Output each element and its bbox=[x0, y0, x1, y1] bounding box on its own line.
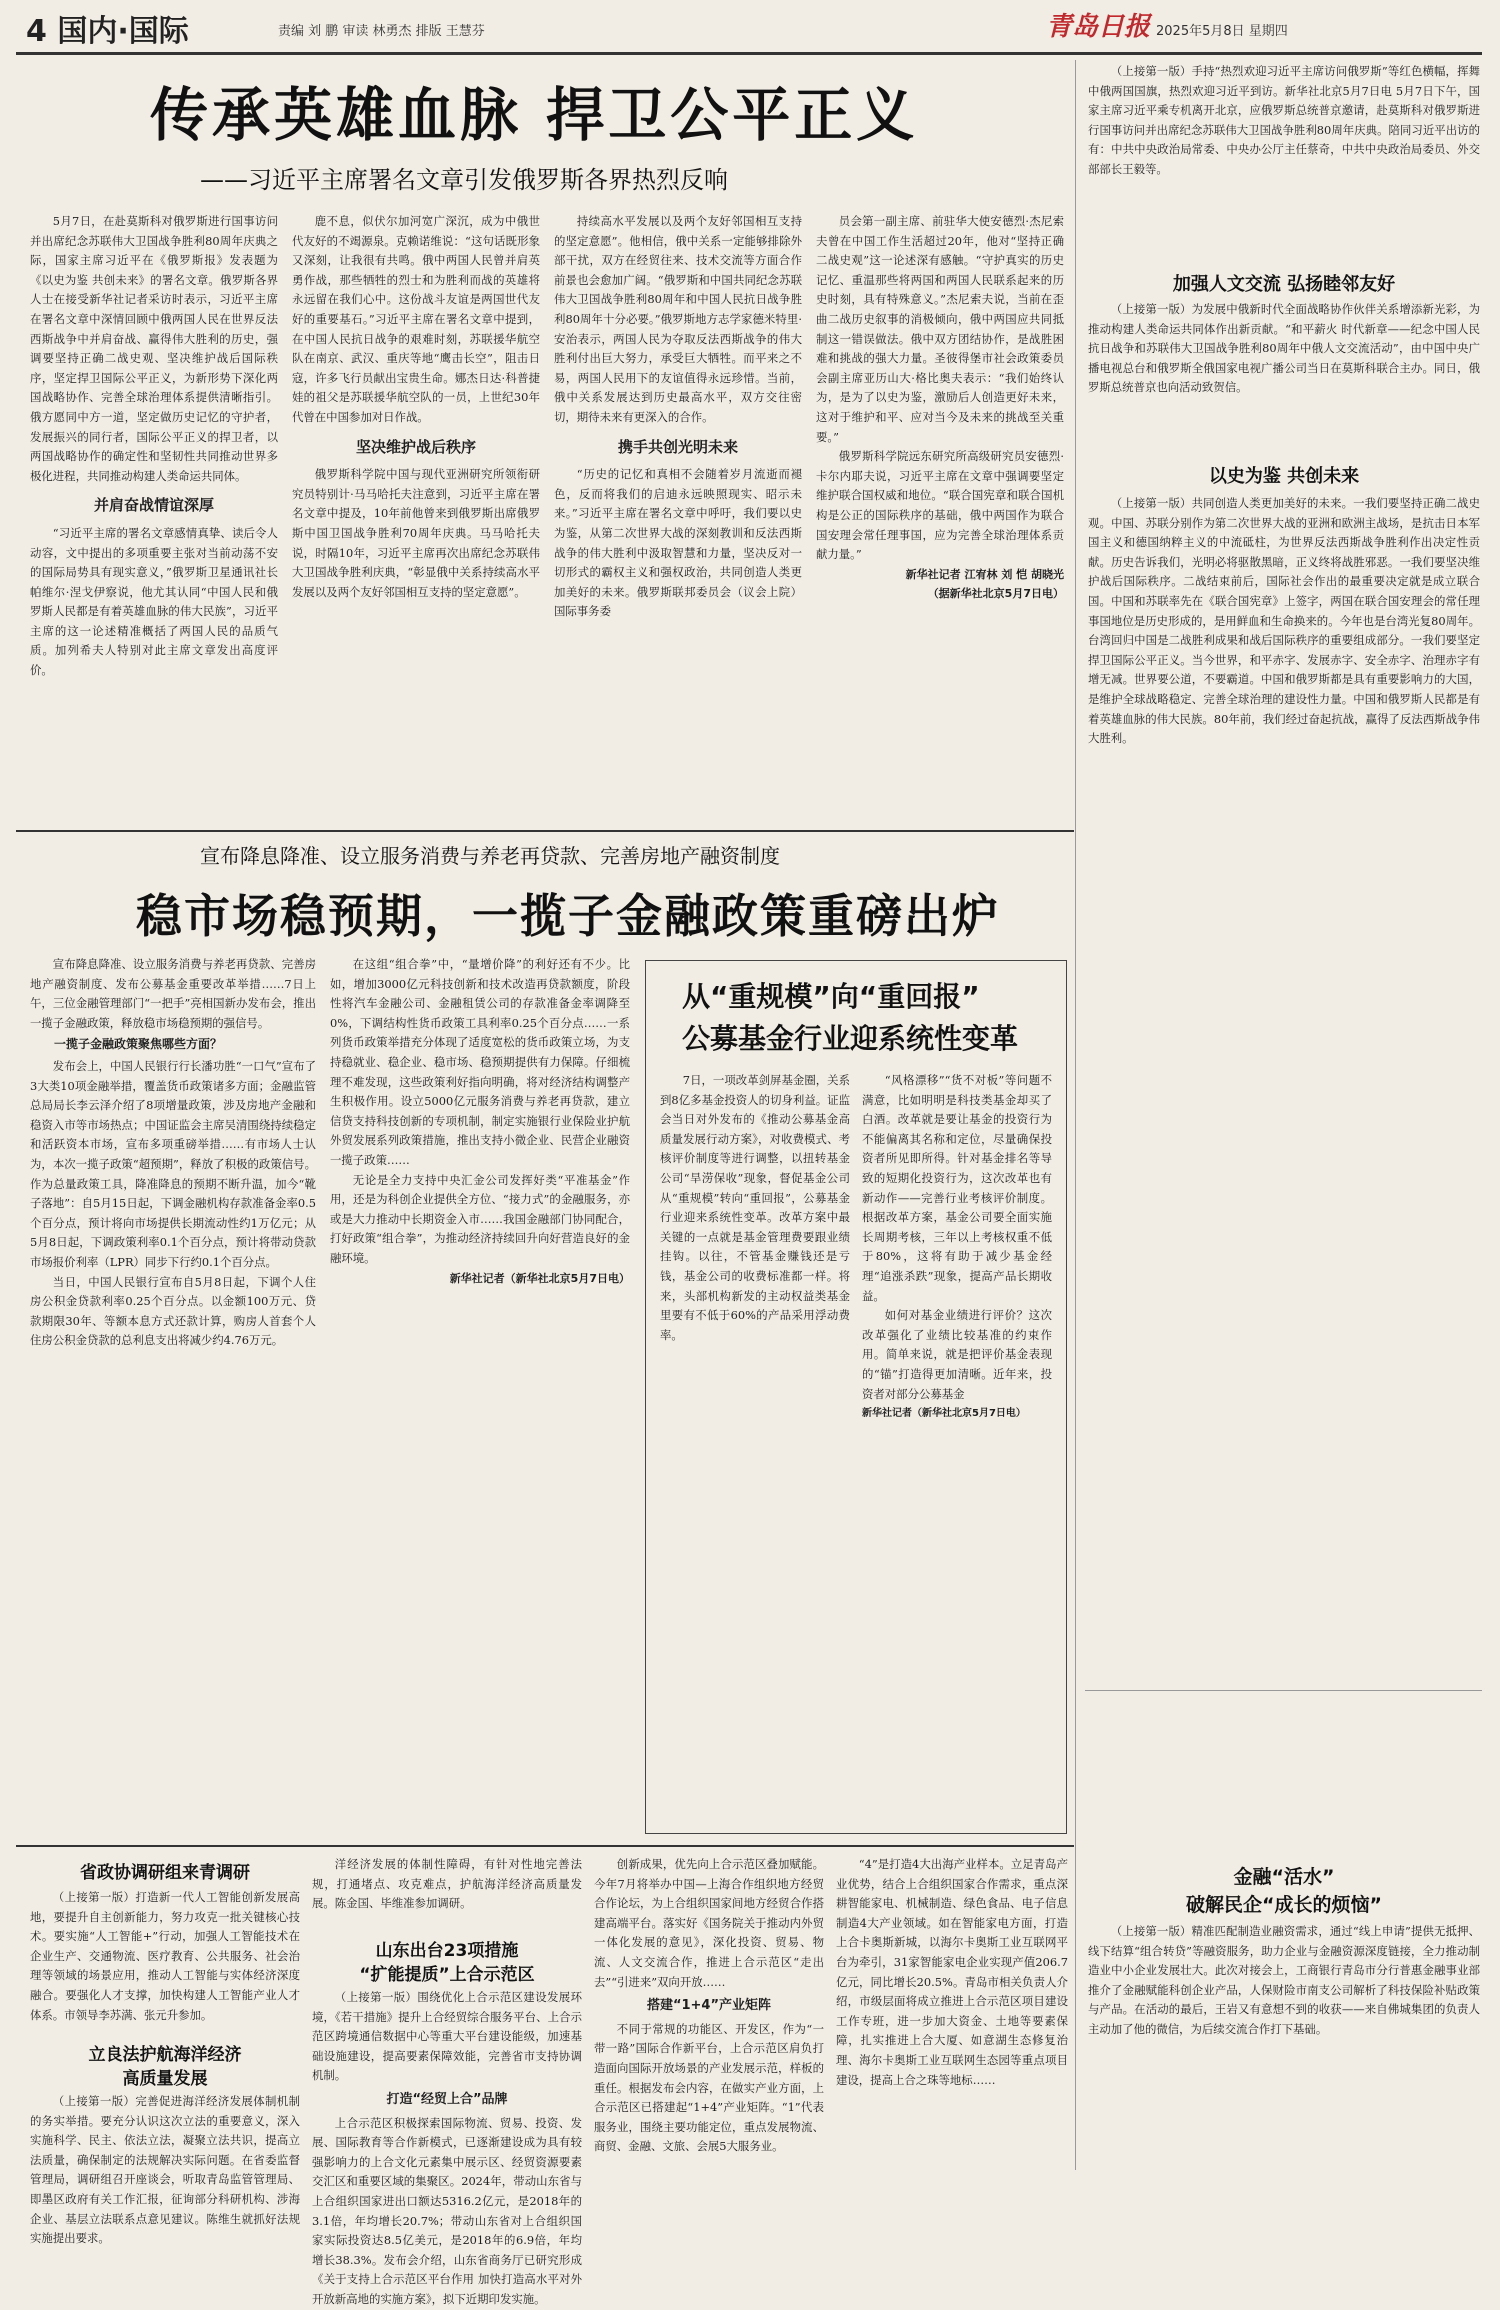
byline: 新华社记者（新华社北京5月7日电） bbox=[449, 1271, 630, 1285]
right-sec2-head: 以史为鉴 共创未来 bbox=[1208, 466, 1360, 487]
bottom-s4-col-2: “4”是打造4大出海产业样本。立足青岛产业优势，结合上合组织国家合作需求，重点深耕智能家电、机械制造、绿色食品、电子信息制造4大产业领域。如在智能家电方面，打造上合卡奥斯新城，以海尔卡奥斯工业互联网平台为牵引，31家智能家电企业实现产值206.7亿元，同比增长20.5%。青岛市相关负责人介绍，市级层面将成立推进上合示范区项目建设工作专班，进一步加大资金、土地等要素保障，扎实推进上合大厦、如意湖生态修复治理、海尔卡奥斯工业互联网生态园等重点项目建设，提高上合之珠等地标…… bbox=[836, 1857, 1068, 2087]
issue-date: 2025年5月8日 星期四 bbox=[1156, 24, 1288, 39]
column-divider bbox=[1075, 60, 1076, 2170]
subheading: 一揽子金融政策聚焦哪些方面？ bbox=[54, 1037, 223, 1052]
top-subhead: ——习近平主席署名文章引发俄罗斯各界热烈反响 bbox=[200, 166, 728, 194]
bottom-s2-body: （上接第一版）完善促进海洋经济发展体制机制的务实举措。要充分认识这次立法的重要意义，深入实施科学、民主、依法立法，凝聚立法共识，提高立法质量，确保制定的法规解决实际问题。在省委监督管理局，调研组召开座谈会，听取青岛监管管理局、即墨区政府有关工作汇报，征询部分科研机构、涉海企业、基层立法联系点意见建议。陈维生就抓好法规实施提出要求。 bbox=[30, 2094, 300, 2246]
subheading: 携手共创光明未来 bbox=[617, 437, 738, 456]
fund-col-1: 7日，一项改革剑屏基金圈，关系到8亿多基金投资人的切身利益。证监会当日对外发布的《推动公募基金高质量发展行动方案》，对收费模式、考核评价制度等进行调整，以扭转基金公司“旱涝保收”现象，督促基金公司从“重规模”转向“重回报”，公募基金行业迎来系统性变革。改革方案中最关键的一点就是基金管理费要跟业绩挂钩。以往，不管基金赚钱还是亏钱，基金公司的收费标准都一样。将来，头部机构新发的主动权益类基金里要有不低于60%的产品采用浮动费率。 bbox=[660, 1073, 850, 1342]
bottom-s3-head-2: “扩能提质”上合示范区 bbox=[359, 1965, 535, 1985]
finance-col-1: 宣布降息降准、设立服务消费与养老再贷款、完善房地产融资制度、发布公募基金重要改革举措……7日上午，三位金融管理部门“一把手”亮相国新办发布会，推出一揽子金融政策，释放稳市场稳预期的强信号。 一揽子金融政策聚焦哪些方面？ 发布会上，中国人民银行行长潘功胜“一口气”宣布了3大类10项金融举措，覆盖货币政策诸多方面；金融监管总局局长李云泽介绍了8项增量政策，涉及房地产金融和稳资入市等市场热点；中国证监会主席吴清围绕持续稳定和活跃资本市场，宣布多项重磅举措……有市场人士认为，本次一揽子政策“超预期”，释放了积极的政策信号。作为总量政策工具，降准降息的预期不断升温，加今“靴子落地”：自5月15日起，下调金融机构存款准备金率0.5个百分点，预计将向市场提供长期流动性约1万亿元；从5月8日起，下调政策利率0.1个百分点，预计将带动贷款市场报价利率（LPR）同步下行约0.1个百分点。 当日，中国人民银行宣布自5月8日起，下调个人住房公积金贷款利率0.25个百分点。以金额100万元、贷款期限30年、等额本息方式还款计算，购房人首套个人住房公积金贷款的总利息支出将减少约4.76万元。 bbox=[30, 957, 316, 1348]
right-sec2-body: （上接第一版）共同创造人类更加美好的未来。一我们要坚持正确二战史观。中国、苏联分别作为第二次世界大战的亚洲和欧洲主战场，是抗击日本军国主义和德国纳粹主义的中流砥柱，为世界反法西斯战争胜利作出决定性贡献。历史告诉我们，光明必将驱散黑暗，正义终将战胜邪恶。一我们要坚决维护战后国际秩序。二战结束前后，国际社会作出的最重要决定就是成立联合国。中国和苏联率先在《联合国宪章》上签字，两国在联合国安理会的常任理事国地位是历史形成的，是用鲜血和生命换来的。今年也是台湾光复80周年。台湾回归中国是二战胜利成果和战后国际秩序的重要组成部分。一我们要坚定捍卫国际公平正义。当今世界，和平赤字、发展赤字、安全赤字、治理赤字有增无减。世界要公道，不要霸道。中国和俄罗斯都是具有重要影响力的大国，是维护全球战略稳定、完善全球治理的建设性力量。中国和俄罗斯人民都是有着英雄血脉的伟大民族。80年前，我们经过奋起抗战，赢得了反法西斯战争伟大胜利。 bbox=[1088, 496, 1480, 746]
masthead bbox=[16, 0, 1482, 52]
top-col-2: 鹿不息，似伏尔加河宽广深沉，成为中俄世代友好的不竭源泉。克赖诺维说：“这句话既形象又深刻，让我很有共鸣。俄中两国人民曾并肩英勇作战，那些牺牲的烈士和为胜利而战的英雄将永远留在我们心中。这份战斗友谊是两国世代友好的重要基石。”习近平主席在署名文章中提到，在中国人民抗日战争的艰难时刻，苏联援华航空队在南京、武汉、重庆等地“鹰击长空”，阻击日寇，许多飞行员献出宝贵生命。娜杰日达·科普捷娃的祖父是苏联援华航空队的一员，上世纪30年代曾在中国参加对日作战。 坚决维护战后秩序 俄罗斯科学院中国与现代亚洲研究所领衔研究员特别计·马马哈托夫注意到，习近平主席在署名文章中提及，10年前他曾来到俄罗斯出席俄罗斯中国卫国战争胜利70周年庆典。马马哈托夫说，时隔10年，习近平主席再次出席纪念苏联伟大卫国战争胜利庆典，“彰显俄中关系持续高水平发展以及两个友好邻国相互支持的坚定意愿”。 bbox=[292, 214, 540, 599]
subheading: 并肩奋战情谊深厚 bbox=[93, 496, 214, 515]
subheading: 打造“经贸上合”品牌 bbox=[386, 2091, 508, 2107]
top-col-4: 员会第一副主席、前驻华大使安德烈·杰尼索夫曾在中国工作生活超过20年，他对“坚持正确二战史观”这一论述深有感触。“守护真实的历史记忆、重温那些将两国和两国人民联系起来的历史时刻，具有特殊意义。”杰尼索夫说，当前在歪曲二战历史叙事的消极倾向，俄中两国应共同抵制这一错误做法。俄中双方团结协作，是战胜困难和挑战的强大力量。圣彼得堡市社会政策委员会副主席亚历山大·格比奥夫表示：“我们始终认为，是为了以史为鉴，激励后人创造更好未来，这对于维护和平、应对当今及未来的挑战至关重要。” 俄罗斯科学院远东研究所高级研究员安德烈·卡尔内耶夫说，习近平主席在文章中强调要坚定维护联合国权威和地位。“联合国宪章和联合国机构是公正的国际秩序的基础，俄中两国作为联合国安理会常任理事国，应为完善全球治理体系贡献力量。” 新华社记者 江宥林 刘 恺 胡晓光 （据新华社北京5月7日电） bbox=[816, 212, 1064, 1002]
bottom-s4-col-1: 创新成果，优先向上合示范区叠加赋能。今年7月将举办中国—上海合作组织地方经贸合作论坛，为上合组织国家间地方经贸合作搭建高端平台。落实好《国务院关于推动内外贸一体化发展的意见》，深化投资、贸易、物流、人文交流合作，推进上合示范区“走出去”“引进来”双向开放…… 搭建“1+4”产业矩阵 不同于常规的功能区、开发区，作为“一带一路”国际合作新平台，上合示范区肩负打造面向国际开放场景的产业发展示范，样板的重任。根据发布会内容，在做实产业方面，上合示范区已搭建起“1+4”产业矩阵。“1”代表服务业，围绕主要功能定位，重点发展物流、商贸、金融、文旅、会展5大服务业。 bbox=[594, 1857, 824, 2154]
dateline: （据新华社北京5月7日电） bbox=[927, 587, 1064, 601]
section-divider bbox=[16, 1845, 1074, 1847]
bottom-s2-head-1: 立良法护航海洋经济 bbox=[88, 2045, 242, 2065]
fund-col-2: “风格漂移”“货不对板”等问题不满意，比如明明是科技类基金却买了白酒。改革就是要让基金的投资行为不能偏离其名称和定位，尽量确保投资者所见即所得。针对基金排名等导致的短期化投资行为，这次改革也有新动作——完善行业考核评价制度。根据改革方案，基金公司要全面实施长周期考核，三年以上考核权重不低于80%，这将有助于减少基金经理“追涨杀跌”现象，提高产品长期收益。 如何对基金业绩进行评价？这次改革强化了业绩比较基准的约束作用。简单来说，就是把评价基金表现的“锚”打造得更加清晰。近年来，投资者对部分公募基金 新华社记者（新华社北京5月7日电） bbox=[862, 1071, 1052, 1823]
finance-kicker: 宣布降息降准、设立服务消费与养老再贷款、完善房地产融资制度 bbox=[200, 844, 780, 868]
newspaper-logo: 青岛日报 bbox=[1046, 12, 1151, 42]
finance-headline: 稳市场稳预期，一揽子金融政策重磅出炉 bbox=[136, 889, 1000, 943]
byline: 新华社记者（新华社北京5月7日电） bbox=[862, 1408, 1026, 1420]
page-number: 4 国内·国际 bbox=[26, 14, 189, 49]
section-divider bbox=[1085, 1690, 1482, 1691]
subheading: 坚决维护战后秩序 bbox=[355, 437, 476, 456]
page-credits: 责编 刘 鹏 审读 林勇杰 排版 王慧芬 bbox=[278, 24, 485, 39]
fund-headline-1: 从“重规模”向“重回报” bbox=[682, 980, 980, 1013]
section-divider bbox=[16, 830, 1074, 832]
bottom-s1-head: 省政协调研组来青调研 bbox=[80, 1863, 250, 1883]
bottom-s3-pre: 洋经济发展的体制性障碍，有针对性地完善法规，打通堵点、攻克难点，护航海洋经济高质量发展。陈金国、毕维准参加调研。 bbox=[312, 1857, 582, 1911]
bottom-s3-body: （上接第一版）围绕优化上合示范区建设发展环境，《若干措施》提升上合经贸综合服务平台、上合示范区跨境通信数据中心等重大平台建设能级，加速基础设施建设，提高要素保障效能，完善省市支持协调机制。 打造“经贸上合”品牌 上合示范区积极探索国际物流、贸易、投资、发展、国际教育等合作新模式，已逐渐建设成为具有较强影响力的上合文化元素集中展示区、经贸资源要素交汇区和重要区域的集聚区。2024年，带动山东省与上合组织国家进出口额达5316.2亿元，是2018年的3.1倍，年均增长20.7%；带动山东省对上合组织国家实际投资达8.5亿美元，是2018年的6.9倍，年均增长38.3%。发布会介绍，山东省商务厅已研究形成《关于支持上合示范区平台作用 加快打造高水平对外开放新高地的实施方案》，拟下近期印发实施。 bbox=[312, 1990, 582, 2306]
fund-headline-2: 公募基金行业迎系统性变革 bbox=[682, 1022, 1019, 1055]
right-sec3-body: （上接第一版）精准匹配制造业融资需求，通过“线上申请”提供无抵押、线下结算“组合转贷”等融资服务，助力企业与金融资源深度链接，全力推动制造业中小企业发展壮大。此次对接会上，工商银行青岛市分行普惠金融事业部推介了金融赋能科创企业产品，人保财险市南支公司解析了科技保险补贴政策与产品。在活动的最后，王岩又有意想不到的收获——来自佛城集团的负责人主动加了他的微信，为后续交流合作打下基础。 bbox=[1088, 1924, 1480, 2036]
top-col-3: 持续高水平发展以及两个友好邻国相互支持的坚定意愿”。他相信，俄中关系一定能够排除外部干扰，双方在经贸往来、技术交流等方面合作前景也会愈加广阔。“俄罗斯和中国共同纪念苏联伟大卫国战争胜利80周年和中国人民抗日战争胜利80周年十分必要。”俄罗斯地方志学家德米特里·安治表示，两国人民为夺取反法西斯战争的伟大胜利付出巨大努力，承受巨大牺牲。而平来之不易，两国人民用下的友谊值得永远珍惜。当前，俄中关系发展达到历史最高水平，双方交往密切，期待未来有更深入的合作。 携手共创光明未来 “历史的记忆和真相不会随着岁月流逝而褪色，反而将我们的启迪永远映照现实、昭示未来。”习近平主席在署名文章中呼吁，我们要以史为鉴，从第二次世界大战的深刻教训和反法西斯战争的伟大胜利中汲取智慧和力量，坚决反对一切形式的霸权主义和强权政治，共同创造人类更加美好的未来。俄罗斯联邦委员会（议会上院）国际事务委 bbox=[554, 214, 802, 619]
bottom-s2-head-2: 高质量发展 bbox=[122, 2069, 208, 2089]
fund-reform-box bbox=[645, 960, 1067, 1834]
masthead-rule bbox=[16, 52, 1482, 55]
right-sec3-head-2: 破解民企“成长的烦恼” bbox=[1186, 1894, 1382, 1916]
bottom-s1-body: （上接第一版）打造新一代人工智能创新发展高地，要提升自主创新能力，努力攻克一批关键核心技术。要实施“人工智能+”行动，加强人工智能技术在企业生产、交通物流、医疗教育、公共服务、社会治理等领域的场景应用，推动人工智能与实体经济深度融合。要强化人才支撑，加快构建人工智能产业人才体系。市领导李苏满、张元升参加。 bbox=[30, 1890, 300, 2022]
bottom-s3-head-1: 山东出台23项措施 bbox=[375, 1941, 519, 1961]
right-sec3-head-1: 金融“活水” bbox=[1233, 1866, 1335, 1888]
byline: 新华社记者 江宥林 刘 恺 胡晓光 bbox=[905, 567, 1064, 581]
top-col-1: 5月7日，在赴莫斯科对俄罗斯进行国事访问并出席纪念苏联伟大卫国战争胜利80周年庆典之际，国家主席习近平在《俄罗斯报》发表题为《以史为鉴 共创未来》的署名文章。俄罗斯各界人士在接受新华社记者采访时表示，习近平主席在署名文章中深情回顾中俄两国人民在世界反法西斯战争中并肩奋战、赢得伟大胜利的历史，强调要坚持正确二战史观、坚决维护战后国际秩序，坚定捍卫国际公平正义，为新形势下深化两国战略协作、完善全球治理体系提供清晰指引。俄方愿同中方一道，坚定做历史记忆的守护者，发展振兴的同行者，国际公平正义的捍卫者，以两国战略协作的确定性和坚韧性共同推动世界多极化进程，共同推动构建人类命运共同体。 并肩奋战情谊深厚 “习近平主席的署名文章感情真挚、读后令人动容，文中提出的多项重要主张对当前动荡不安的国际局势具有现实意义，”俄罗斯卫星通讯社长帕维尔·涅戈伊察说，他尤其认同“中国人民和俄罗斯人民都是有着英雄血脉的伟大民族”，习近平主席的这一论述精准概括了两国人民的品质气质。加列希夫人特别对此主席文章发出高度评价。 bbox=[30, 214, 278, 678]
right-sec1-body: （上接第一版）为发展中俄新时代全面战略协作伙伴关系增添新光彩，为推动构建人类命运共同体作出新贡献。“和平薪火 时代新章——纪念中国人民抗日战争和苏联伟大卫国战争胜利80周年中俄人文交流活动”，由中国中央广播电视总台和俄罗斯全俄国家电视广播公司当日在莫斯科联合主办。同日，俄罗斯总统普京也向活动致贺信。 bbox=[1088, 302, 1480, 395]
subheading: 搭建“1+4”产业矩阵 bbox=[646, 1998, 772, 2014]
right-sec1-head: 加强人文交流 弘扬睦邻友好 bbox=[1172, 274, 1396, 295]
top-headline: 传承英雄血脉 捍卫公平正义 bbox=[150, 81, 919, 149]
right-col-lead: （上接第一版）手持“热烈欢迎习近平主席访问俄罗斯”等红色横幅，挥舞中俄两国国旗，热烈欢迎习近平到访。新华社北京5月7日电 5月7日下午，国家主席习近平乘专机离开北京，应俄罗斯总统普京邀请，赴莫斯科对俄罗斯进行国事访问并出席纪念苏联伟大卫国战争胜利80周年庆典。陪同习近平出访的有：中共中央政治局常委、中央办公厅主任蔡奇，中共中央政治局委员、外交部部长王毅等。 bbox=[1088, 64, 1480, 176]
finance-col-2: 在这组“组合拳”中，“量增价降”的利好还有不少。比如，增加3000亿元科技创新和技术改造再贷款额度，阶段性将汽车金融公司、金融租赁公司的存款准备金率调降至0%，下调结构性货币政策工具利率0.25个百分点……一系列货币政策举措充分体现了适度宽松的货币政策立场，为支持稳就业、稳企业、稳市场、稳预期提供有力保障。仔细梳理不难发现，这些政策利好指向明确，将对经济结构调整产生积极作用。设立5000亿元服务消费与养老再贷款，建立信贷支持科技创新的专项机制，制定实施银行业保险业护航外贸发展系列政策措施，推出支持小微企业、民营企业融资一揽子政策…… 无论是全力支持中央汇金公司发挥好类“平准基金”作用，还是为科创企业提供全方位、“接力式”的金融服务，亦或是大力推动中长期资金入市……我国金融部门协同配合，打好政策“组合拳”，为推动经济持续回升向好营造良好的金融环境。 新华社记者（新华社北京5月7日电） bbox=[330, 955, 630, 1835]
